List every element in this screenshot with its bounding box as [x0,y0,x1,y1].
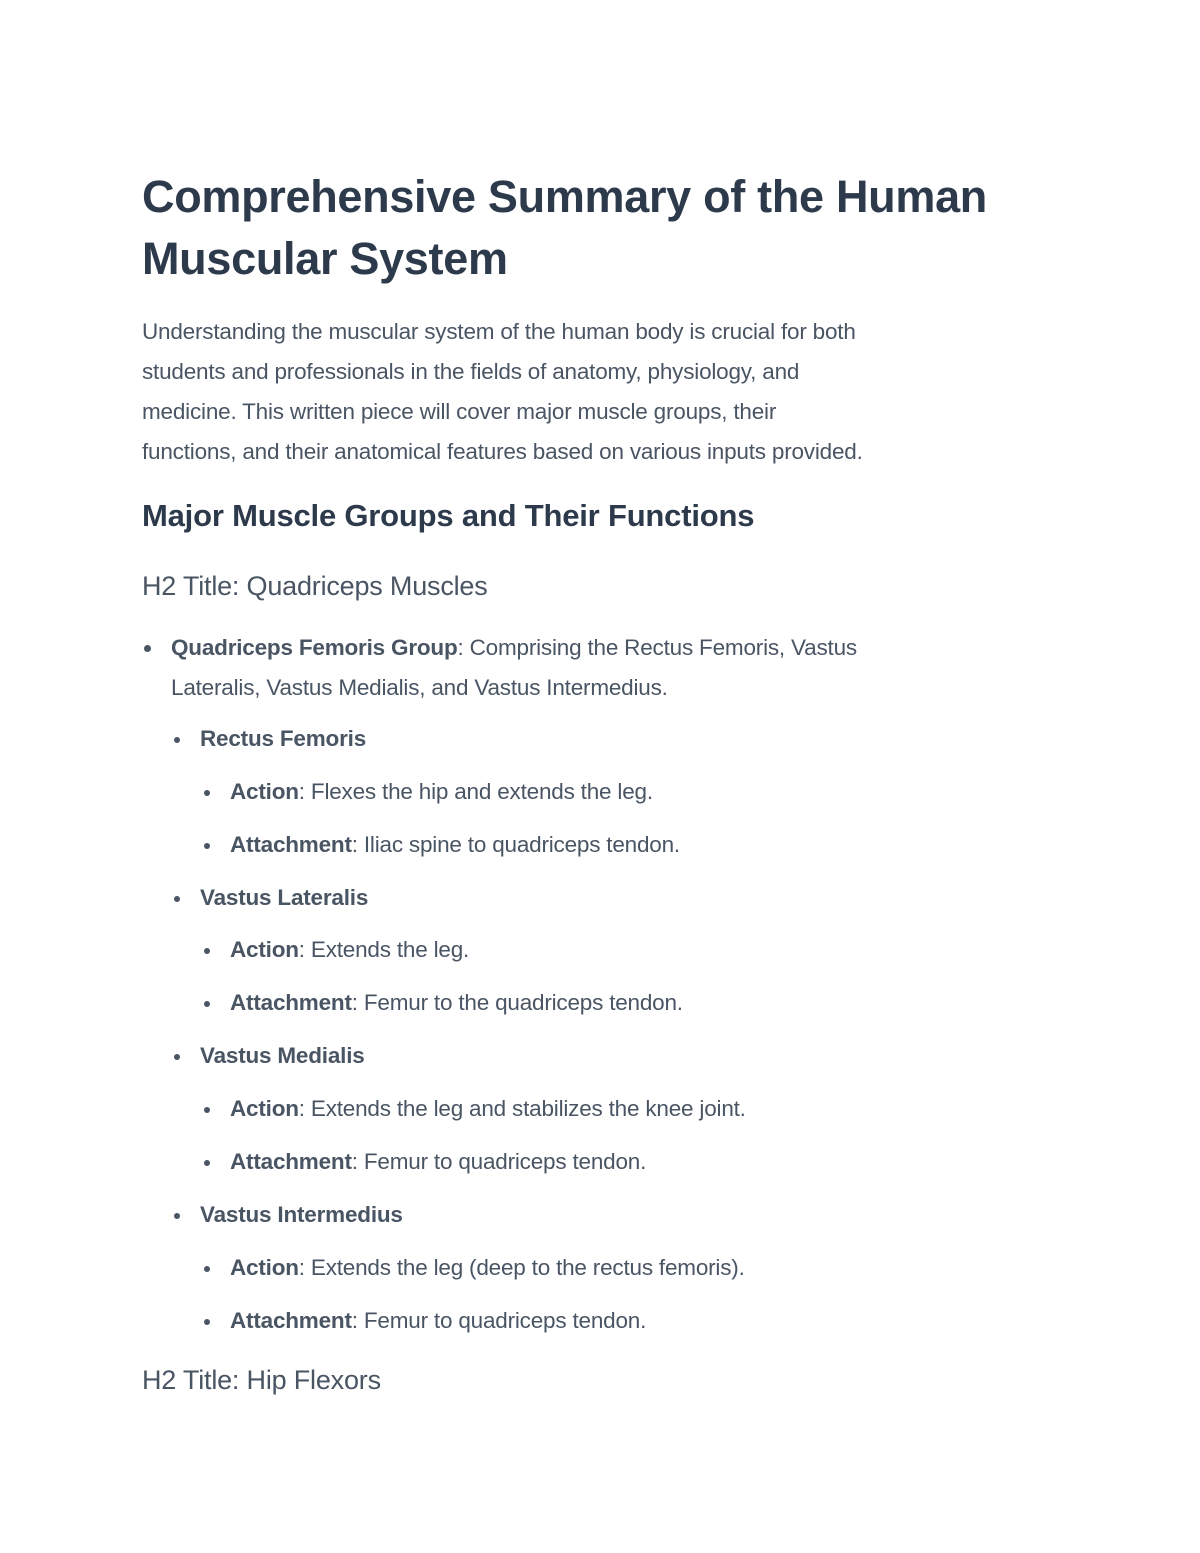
group-text: Lateralis, Vastus Medialis, and Vastus Intermedius. [171,675,668,700]
list-item-action [230,930,469,970]
muscle-name: Vastus Lateralis [200,885,369,910]
attachment-text: : Femur to quadriceps tendon. [351,1308,647,1333]
bullet-icon [174,896,180,902]
action-label: Action [230,937,299,962]
intro-line: students and professionals in the fields of anatomy, physiology, and [142,359,800,384]
list-item-rectus-femoris [200,719,366,759]
attachment-label: Attachment [230,1308,352,1333]
action-label: Action [230,779,299,804]
subsection-title-quadriceps: H2 Title: Quadriceps Muscles [142,571,488,601]
list-item-action [230,1248,745,1288]
title-line-2: Muscular System [142,233,508,284]
bullet-icon [204,948,210,954]
bullet-icon [204,1001,210,1007]
list-item-vastus-intermedius [200,1195,403,1235]
intro-line: medicine. This written piece will cover major muscle groups, their [142,399,777,424]
bullet-icon [174,1213,180,1219]
list-item-vastus-lateralis [200,878,368,918]
list-item-vastus-medialis [200,1036,365,1076]
bullet-icon [174,737,180,743]
bullet-icon [204,1107,210,1113]
intro-line: functions, and their anatomical features based on various inputs provided. [142,439,863,464]
subsection-title-hip-flexors: H2 Title: Hip Flexors [142,1365,381,1395]
bullet-icon [204,1160,210,1166]
action-text: : Extends the leg. [298,937,470,962]
attachment-text: : Femur to the quadriceps tendon. [351,990,683,1015]
muscle-name: Vastus Intermedius [200,1202,403,1227]
action-text: : Extends the leg and stabilizes the knee joint. [298,1096,746,1121]
bullet-icon [204,790,210,796]
list-item-action [230,1089,746,1129]
attachment-label: Attachment [230,990,352,1015]
section-heading: Major Muscle Groups and Their Functions [142,498,755,533]
intro-paragraph [142,312,1062,472]
action-text: : Flexes the hip and extends the leg. [298,779,653,804]
list-item-quadriceps-group [171,628,1061,708]
muscle-name: Rectus Femoris [200,726,367,751]
bullet-icon [204,843,210,849]
muscle-name: Vastus Medialis [200,1043,365,1068]
group-label: Quadriceps Femoris Group [171,635,458,660]
attachment-text: : Femur to quadriceps tendon. [351,1149,647,1174]
list-item-attachment [230,1301,646,1341]
list-item-attachment [230,1142,646,1182]
bullet-icon [204,1266,210,1272]
bullet-icon [204,1319,210,1325]
action-text: : Extends the leg (deep to the rectus femoris). [298,1255,745,1280]
action-label: Action [230,1096,299,1121]
intro-line: Understanding the muscular system of the human body is crucial for both [142,319,856,344]
title-line-1: Comprehensive Summary of the Human [142,171,987,222]
attachment-label: Attachment [230,1149,352,1174]
list-item-attachment [230,983,683,1023]
bullet-icon [174,1054,180,1060]
action-label: Action [230,1255,299,1280]
group-text: : Comprising the Rectus Femoris, Vastus [457,635,857,660]
list-item-attachment [230,825,680,865]
list-item-action [230,772,653,812]
bullet-icon [144,645,151,652]
attachment-text: : Iliac spine to quadriceps tendon. [351,832,680,857]
attachment-label: Attachment [230,832,352,857]
document-title [142,166,1072,290]
